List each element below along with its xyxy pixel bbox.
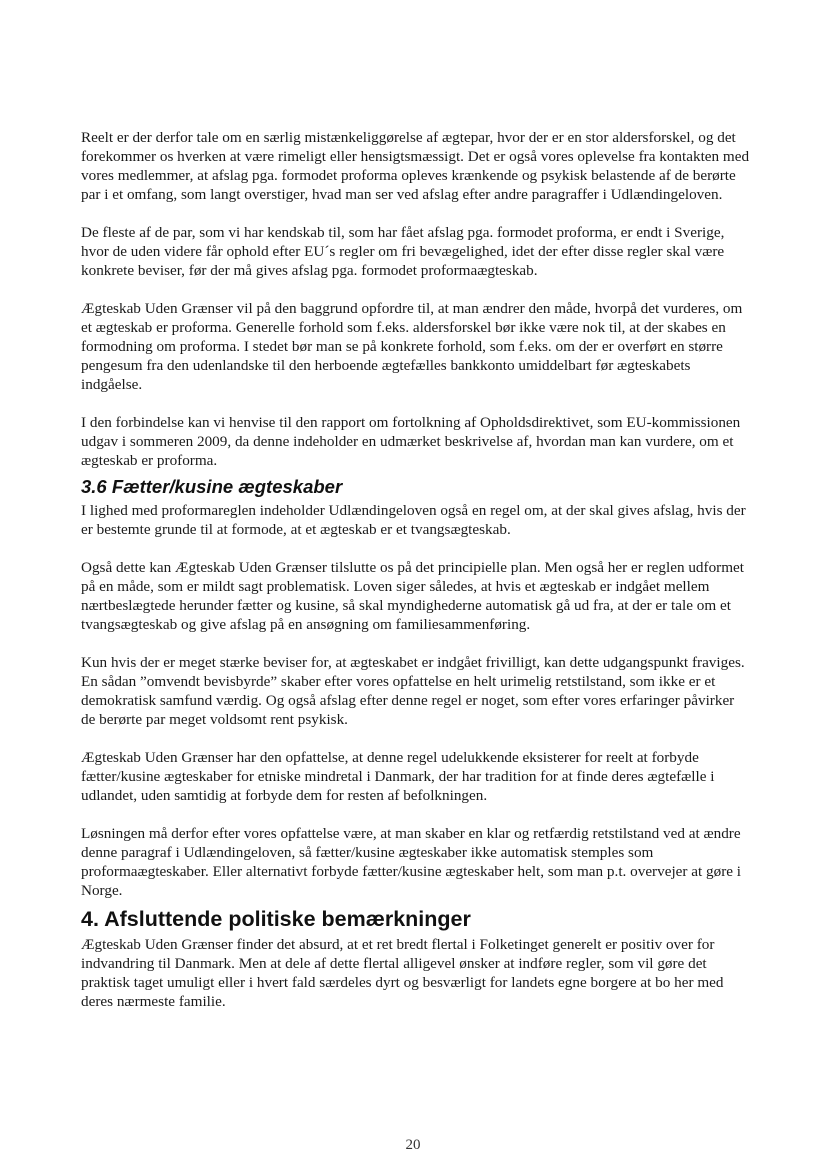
paragraph: Ægteskab Uden Grænser vil på den baggrund opfordre til, at man ændrer den måde, hvorpå det vurderes, om et ægteskab er proforma. Generelle forhold som f.eks. aldersforskel bør ikke være nok til, at der skabes en formodning om proforma. I stedet bør man se på konkrete forhold, som f.eks. om der er overført en større pengesum fra den udenlandske til den herboende ægtefælles bankkonto umiddelbart før ægteskabets indgåelse. bbox=[81, 300, 743, 393]
page-number: 20 bbox=[405, 1137, 421, 1153]
paragraph: I lighed med proformareglen indeholder Udlændingeloven også en regel om, at der skal gives afslag, hvis der er bestemte grunde til at formode, at et ægteskab er et tvangsægteskab. bbox=[81, 502, 746, 538]
paragraph: Kun hvis der er meget stærke beviser for, at ægteskabet er indgået frivilligt, kan dette udgangspunkt fraviges. En sådan ”omvendt bevisbyrde” skaber efter vores opfattelse en helt urimelig retstilstand, som ikke er et demokratisk samfund værdig. Og også afslag efter denne regel er noget, som efter vores erfaringer påvirker de berørte par meget voldsomt rent psykisk. bbox=[81, 654, 745, 728]
paragraph: De fleste af de par, som vi har kendskab til, som har fået afslag pga. formodet proforma, er endt i Sverige, hvor de uden videre får ophold efter EU´s regler om fri bevægelighed, idet der efter disse regler skal være konkrete beviser, før der må gives afslag pga. formodet proformaægteskab. bbox=[81, 224, 725, 279]
subsection-heading: 3.6 Fætter/kusine ægteskaber bbox=[81, 476, 343, 497]
paragraph: Også dette kan Ægteskab Uden Grænser tilslutte os på det principielle plan. Men også her er reglen udformet på en måde, som er mildt sagt problematisk. Loven siger således, at hvis et ægteskab er indgået mellem nærtbeslægtede herunder fætter og kusine, så skal myndighederne automatisk gå ud fra, at der er tale om et tvangsægteskab og give afslag på en ansøgning om familiesammenføring. bbox=[81, 559, 744, 633]
paragraph: Ægteskab Uden Grænser har den opfattelse, at denne regel udelukkende eksisterer for reelt at forbyde fætter/kusine ægteskaber for etniske mindretal i Danmark, der har tradition for at finde deres ægtefælle i udlandet, uden samtidig at forbyde dem for resten af befolkningen. bbox=[81, 749, 715, 804]
paragraph: I den forbindelse kan vi henvise til den rapport om fortolkning af Opholdsdirektivet, som EU-kommissionen udgav i sommeren 2009, da denne indeholder en udmærket beskrivelse af, hvordan man kan vurdere, om et ægteskab er proforma. bbox=[81, 414, 741, 469]
paragraph: Ægteskab Uden Grænser finder det absurd, at et ret bredt flertal i Folketinget generelt er positiv over for indvandring til Danmark. Men at dele af dette flertal alligevel ønsker at indføre regler, som vil gøre det praktisk taget umuligt eller i hvert fald særdeles dyrt og besværligt for landets egne borgere at bo her med deres nærmeste familie. bbox=[81, 936, 724, 1010]
paragraph: Løsningen må derfor efter vores opfattelse være, at man skaber en klar og retfærdig retstilstand ved at ændre denne paragraf i Udlændingeloven, så fætter/kusine ægteskaber ikke automatisk stemples som proformaægteskaber. Eller alternativt forbyde fætter/kusine ægteskaber helt, som man p.t. overvejer at gøre i Norge. bbox=[81, 825, 742, 899]
section-heading: 4. Afsluttende politiske bemærkninger bbox=[81, 907, 471, 931]
paragraph: Reelt er der derfor tale om en særlig mistænkeliggørelse af ægtepar, hvor der er en stor aldersforskel, og det forekommer os hverken at være rimeligt eller hensigtsmæssigt. Det er også vores oplevelse fra kontakten med vores medlemmer, at afslag pga. formodet proforma opleves krænkende og psykisk belastende af de berørte par i et omfang, som langt overstiger, hvad man ser ved afslag efter andre paragraffer i Udlændingeloven. bbox=[81, 129, 750, 203]
page-body bbox=[81, 128, 751, 1030]
